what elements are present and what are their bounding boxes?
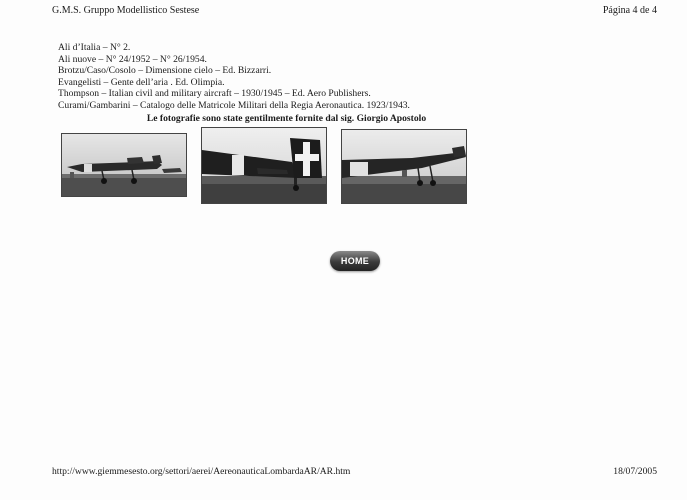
- aircraft-photo-1-image: [62, 134, 186, 196]
- bibliography-item: Thompson – Italian civil and military aircraft – 1930/1945 – Ed. Aero Publishers.: [58, 88, 371, 100]
- home-button[interactable]: HOME: [330, 251, 380, 271]
- bibliography-item: Evangelisti – Gente dell’aria . Ed. Olimpia.: [58, 76, 225, 88]
- aircraft-photo-2: [201, 127, 327, 204]
- bibliography-item: Curami/Gambarini – Catalogo delle Matricole Militari della Regia Aeronautica. 1923/1943.: [58, 99, 410, 111]
- aircraft-photo-2-image: [202, 128, 326, 203]
- footer-url: http://www.giemmesesto.org/settori/aerei/AereonauticaLombardaAR/AR.htm: [52, 466, 351, 477]
- photo-credit: [0, 113, 687, 124]
- page-indicator: Página 4 de 4: [602, 5, 657, 16]
- photo-credit-text: Le fotografie sono state gentilmente fornite dal sig. Giorgio Apostolo: [146, 113, 427, 124]
- aircraft-photo-3-image: [342, 130, 466, 203]
- aircraft-photo-1: [61, 133, 187, 197]
- bibliography-item: Ali d’Italia – N° 2.: [58, 42, 131, 53]
- bibliography-item: Brotzu/Caso/Cosolo – Dimensione cielo – Ed. Bizzarri.: [58, 65, 272, 77]
- bibliography-list: [58, 42, 410, 112]
- bibliography-item: Ali nuove – N° 24/1952 – N° 26/1954.: [58, 53, 207, 65]
- footer-date: 18/07/2005: [613, 466, 657, 477]
- aircraft-photo-3: [341, 129, 467, 204]
- site-title: G.M.S. Gruppo Modellistico Sestese: [52, 5, 200, 16]
